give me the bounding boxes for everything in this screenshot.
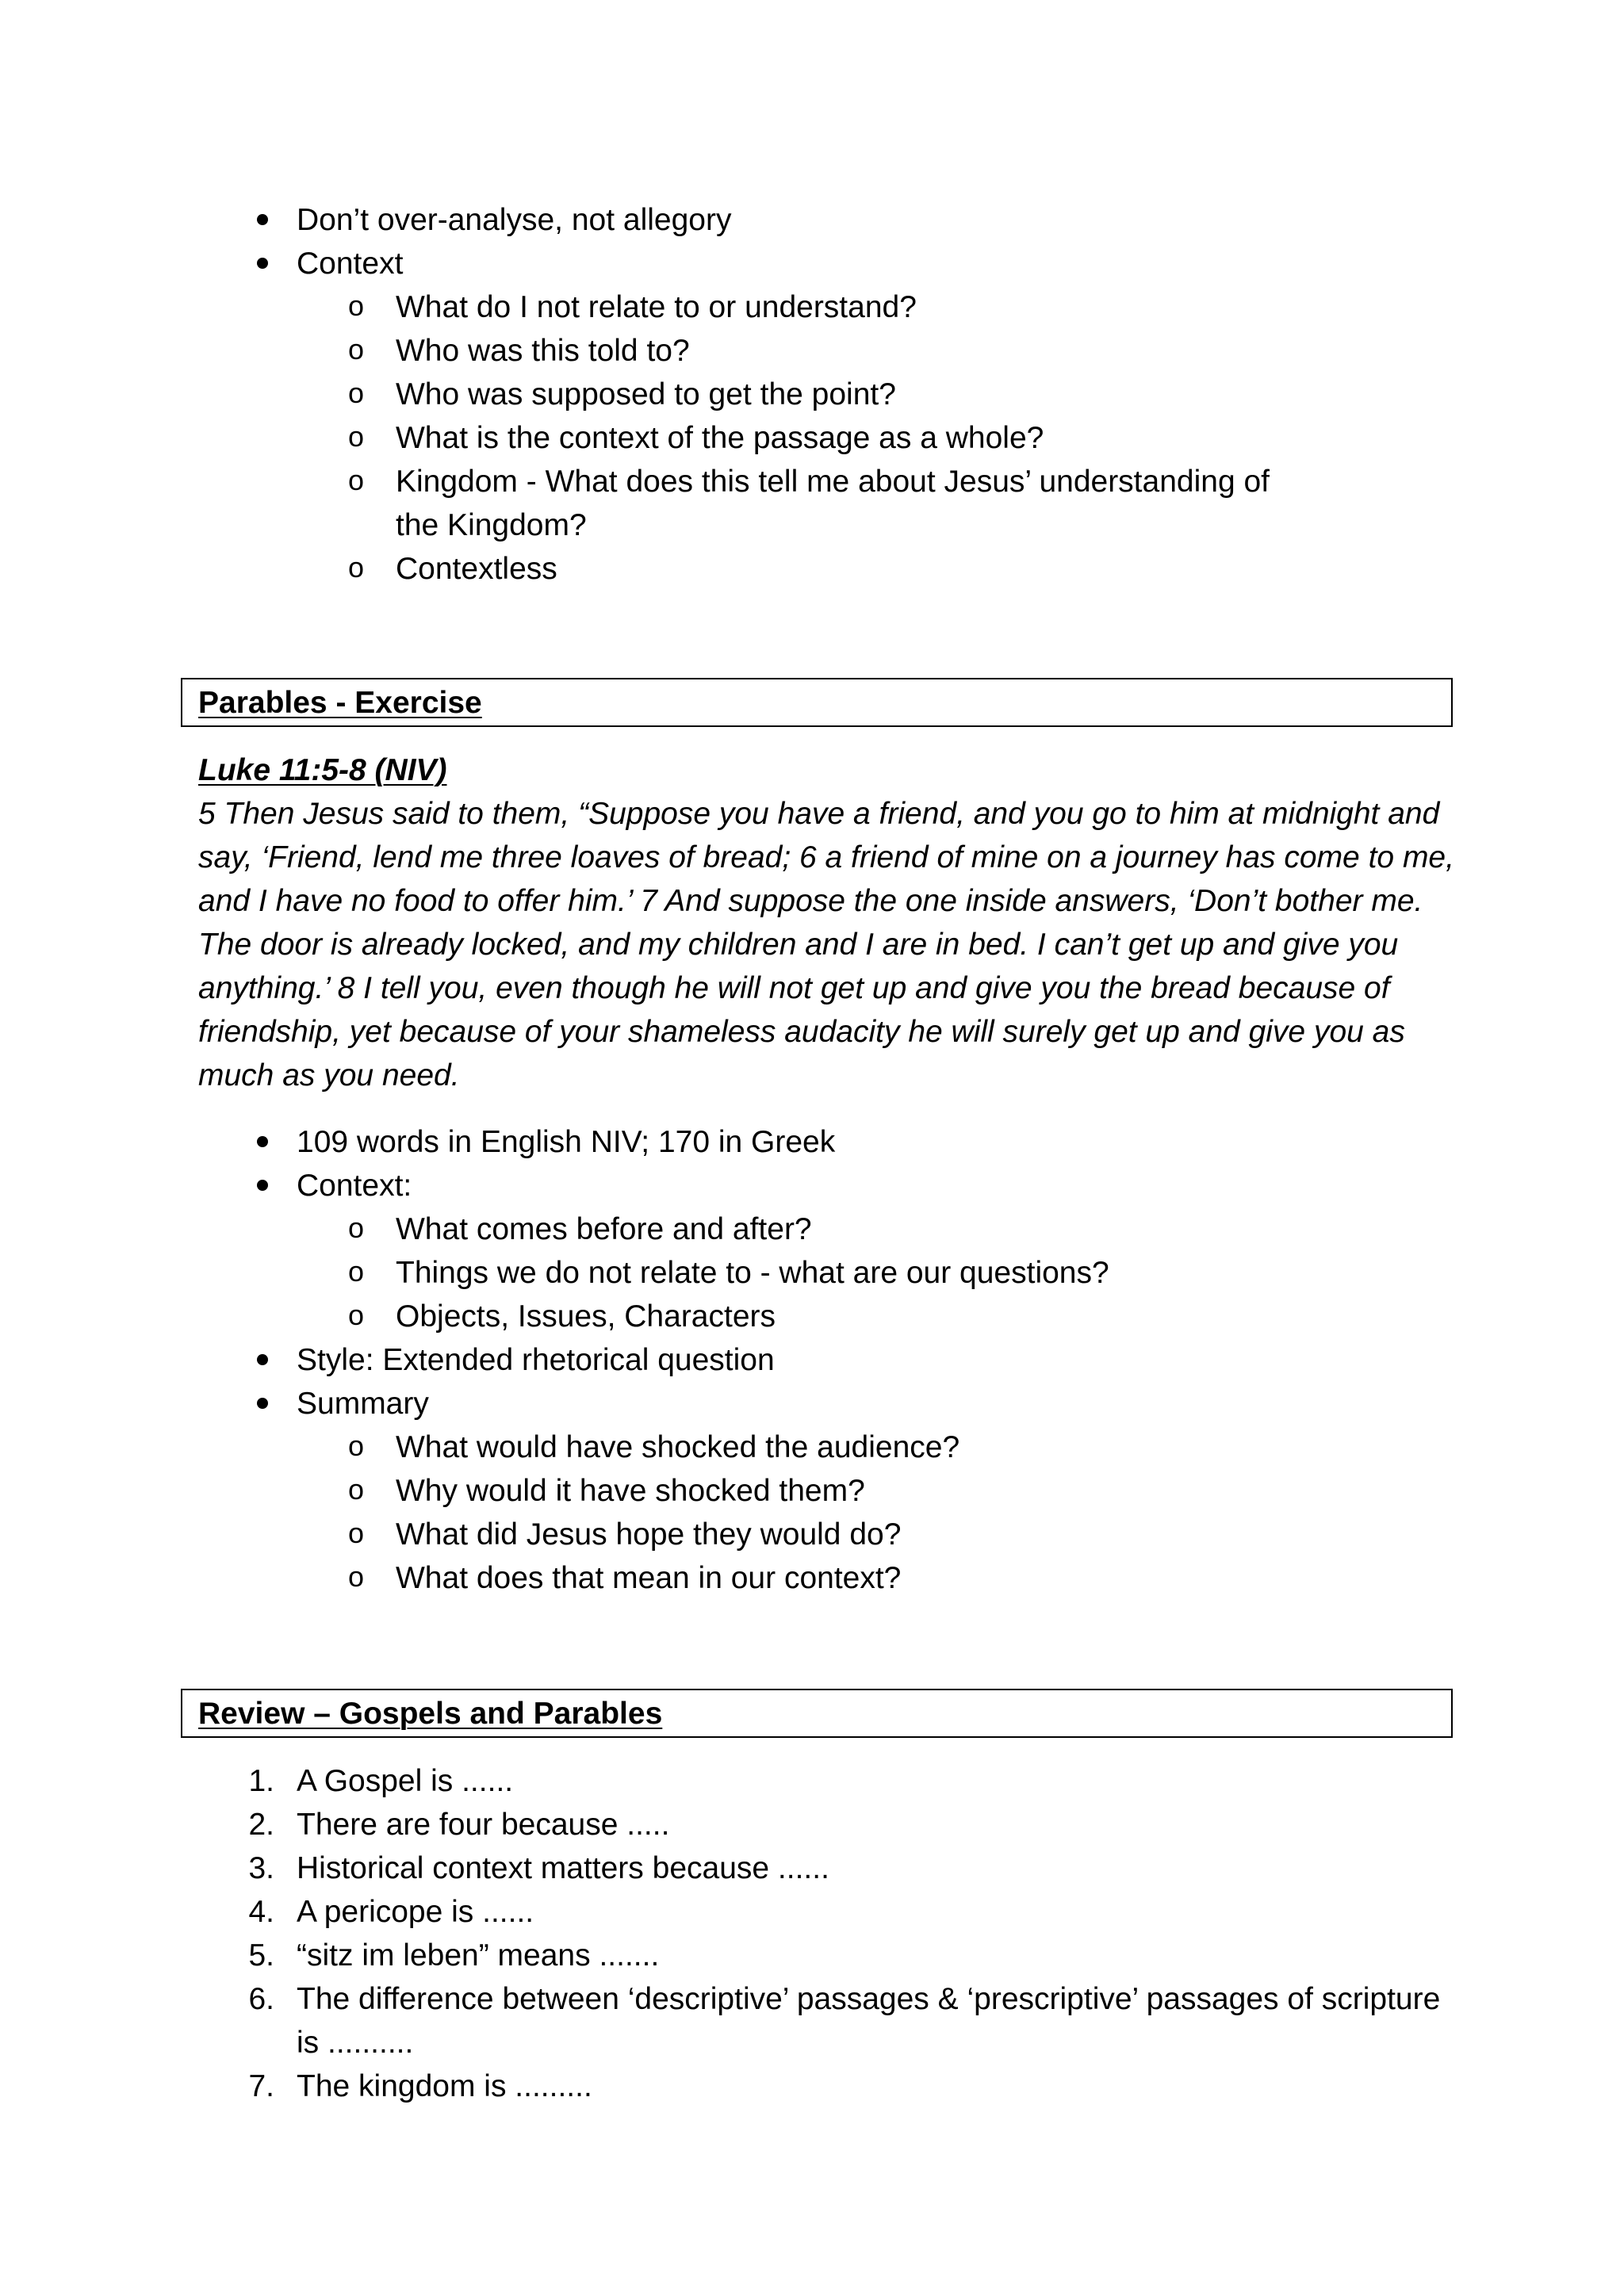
item-text: The difference between ‘descriptive’ passages & ‘prescriptive’ passages of scripture is .......... <box>297 1982 1441 2060</box>
numbered-item <box>0 1759 1470 1803</box>
numbered-item <box>0 1803 1470 1846</box>
intro-list <box>0 198 1624 591</box>
sub-list-item <box>0 1469 1312 1513</box>
sub-list-item <box>0 1556 1312 1600</box>
sub-list-item <box>0 416 1312 460</box>
sub-list-item <box>0 547 1312 591</box>
list-item <box>0 1164 1470 1207</box>
list-item-text: Context: <box>297 1169 412 1203</box>
sub-list-item-text: What did Jesus hope they would do? <box>396 1517 902 1552</box>
section-heading: Parables - Exercise <box>198 686 482 720</box>
sub-list-item-text: What would have shocked the audience? <box>396 1430 960 1464</box>
bullet-icon <box>251 1382 274 1425</box>
sub-bullet-icon: o <box>347 1429 365 1462</box>
numbered-item <box>0 1890 1470 1934</box>
item-text: A pericope is ...... <box>297 1895 534 1929</box>
list-item-text: 109 words in English NIV; 170 in Greek <box>297 1125 836 1159</box>
item-number: 6. <box>248 1982 274 2016</box>
sub-list-item-text: Things we do not relate to - what are our questions? <box>396 1256 1109 1290</box>
sub-list-item-text: Objects, Issues, Characters <box>396 1299 776 1334</box>
sub-list-item-text: Contextless <box>396 552 557 586</box>
sub-bullet-icon: o <box>347 1473 365 1506</box>
sub-list-item-text: What is the context of the passage as a whole? <box>396 421 1044 455</box>
scripture-reference: Luke 11:5-8 (NIV) <box>198 753 447 787</box>
item-number: 4. <box>248 1895 274 1929</box>
exercise-list <box>0 1120 1624 1600</box>
numbered-item <box>0 1846 1470 1890</box>
sub-bullet-icon: o <box>347 1211 365 1244</box>
item-number: 3. <box>248 1851 274 1885</box>
bullet-icon <box>251 1338 274 1382</box>
scripture-text: 5 Then Jesus said to them, “Suppose you have a friend, and you go to him at midnight and say, ‘Friend, lend me three loaves of bread; 6 a friend of mine on a journey has come to me, and I have no food to offer him.’ 7 And suppose the one inside answers, ‘Don’t bother me. The door is already locked, and my children and I are in bed. I can’t get up and give you anything.’ 8 I tell you, even though he will not get up and give you the bread because of friendship, yet because of your shameless audacity he will surely get up and give you as much as you need. <box>198 797 1454 1093</box>
sub-list-item-text: What does that mean in our context? <box>396 1561 902 1595</box>
section-heading: Review – Gospels and Parables <box>198 1697 663 1731</box>
list-item <box>0 1120 1470 1164</box>
sub-bullet-icon: o <box>347 1299 365 1331</box>
sub-list-item-text: What comes before and after? <box>396 1212 812 1246</box>
sub-bullet-icon: o <box>347 1560 365 1593</box>
review-list <box>0 1759 1624 2108</box>
item-text: A Gospel is ...... <box>297 1764 514 1798</box>
item-text: “sitz im leben” means ....... <box>297 1938 660 1973</box>
scripture-passage <box>198 748 1483 1097</box>
list-item-text: Summary <box>297 1387 429 1421</box>
sub-list-item-text: What do I not relate to or understand? <box>396 290 917 324</box>
sub-list-item <box>0 285 1312 329</box>
sub-list-item <box>0 1251 1312 1295</box>
numbered-item <box>0 1934 1470 1977</box>
item-text: There are four because ..... <box>297 1808 670 1842</box>
sub-list-item <box>0 460 1312 547</box>
sub-list-item <box>0 1425 1312 1469</box>
item-number: 1. <box>248 1764 274 1798</box>
sub-bullet-icon: o <box>347 420 365 453</box>
sub-bullet-icon: o <box>347 377 365 409</box>
list-item <box>0 242 1470 285</box>
item-text: The kingdom is ......... <box>297 2069 592 2103</box>
sub-list-item-text: Who was this told to? <box>396 334 690 368</box>
list-item <box>0 198 1470 242</box>
exercise-heading-box <box>181 678 1453 727</box>
sub-bullet-icon: o <box>347 1517 365 1549</box>
sub-list-item <box>0 1513 1312 1556</box>
item-number: 2. <box>248 1808 274 1842</box>
sub-bullet-icon: o <box>347 289 365 322</box>
bullet-icon <box>251 198 274 242</box>
list-item <box>0 1338 1470 1382</box>
numbered-item <box>0 1977 1470 2064</box>
list-item-text: Style: Extended rhetorical question <box>297 1343 775 1377</box>
item-number: 5. <box>248 1938 274 1973</box>
numbered-item <box>0 2064 1470 2108</box>
sub-bullet-icon: o <box>347 333 365 365</box>
sub-bullet-icon: o <box>347 1255 365 1288</box>
sub-list-item-text: Kingdom - What does this tell me about Jesus’ understanding of the Kingdom? <box>396 465 1270 542</box>
review-heading-box <box>181 1689 1453 1738</box>
sub-list-item <box>0 1207 1312 1251</box>
item-text: Historical context matters because ...... <box>297 1851 829 1885</box>
sub-bullet-icon: o <box>347 551 365 584</box>
list-item <box>0 1382 1470 1425</box>
list-item-text: Context <box>297 247 404 281</box>
sub-list-item-text: Who was supposed to get the point? <box>396 377 896 411</box>
bullet-icon <box>251 1164 274 1207</box>
sub-list-item <box>0 1295 1312 1338</box>
bullet-icon <box>251 242 274 285</box>
sub-list-item-text: Why would it have shocked them? <box>396 1474 865 1508</box>
sub-list-item <box>0 329 1312 373</box>
sub-list-item <box>0 373 1312 416</box>
list-item-text: Don’t over-analyse, not allegory <box>297 203 732 237</box>
sub-bullet-icon: o <box>347 464 365 496</box>
bullet-icon <box>251 1120 274 1164</box>
item-number: 7. <box>248 2069 274 2103</box>
